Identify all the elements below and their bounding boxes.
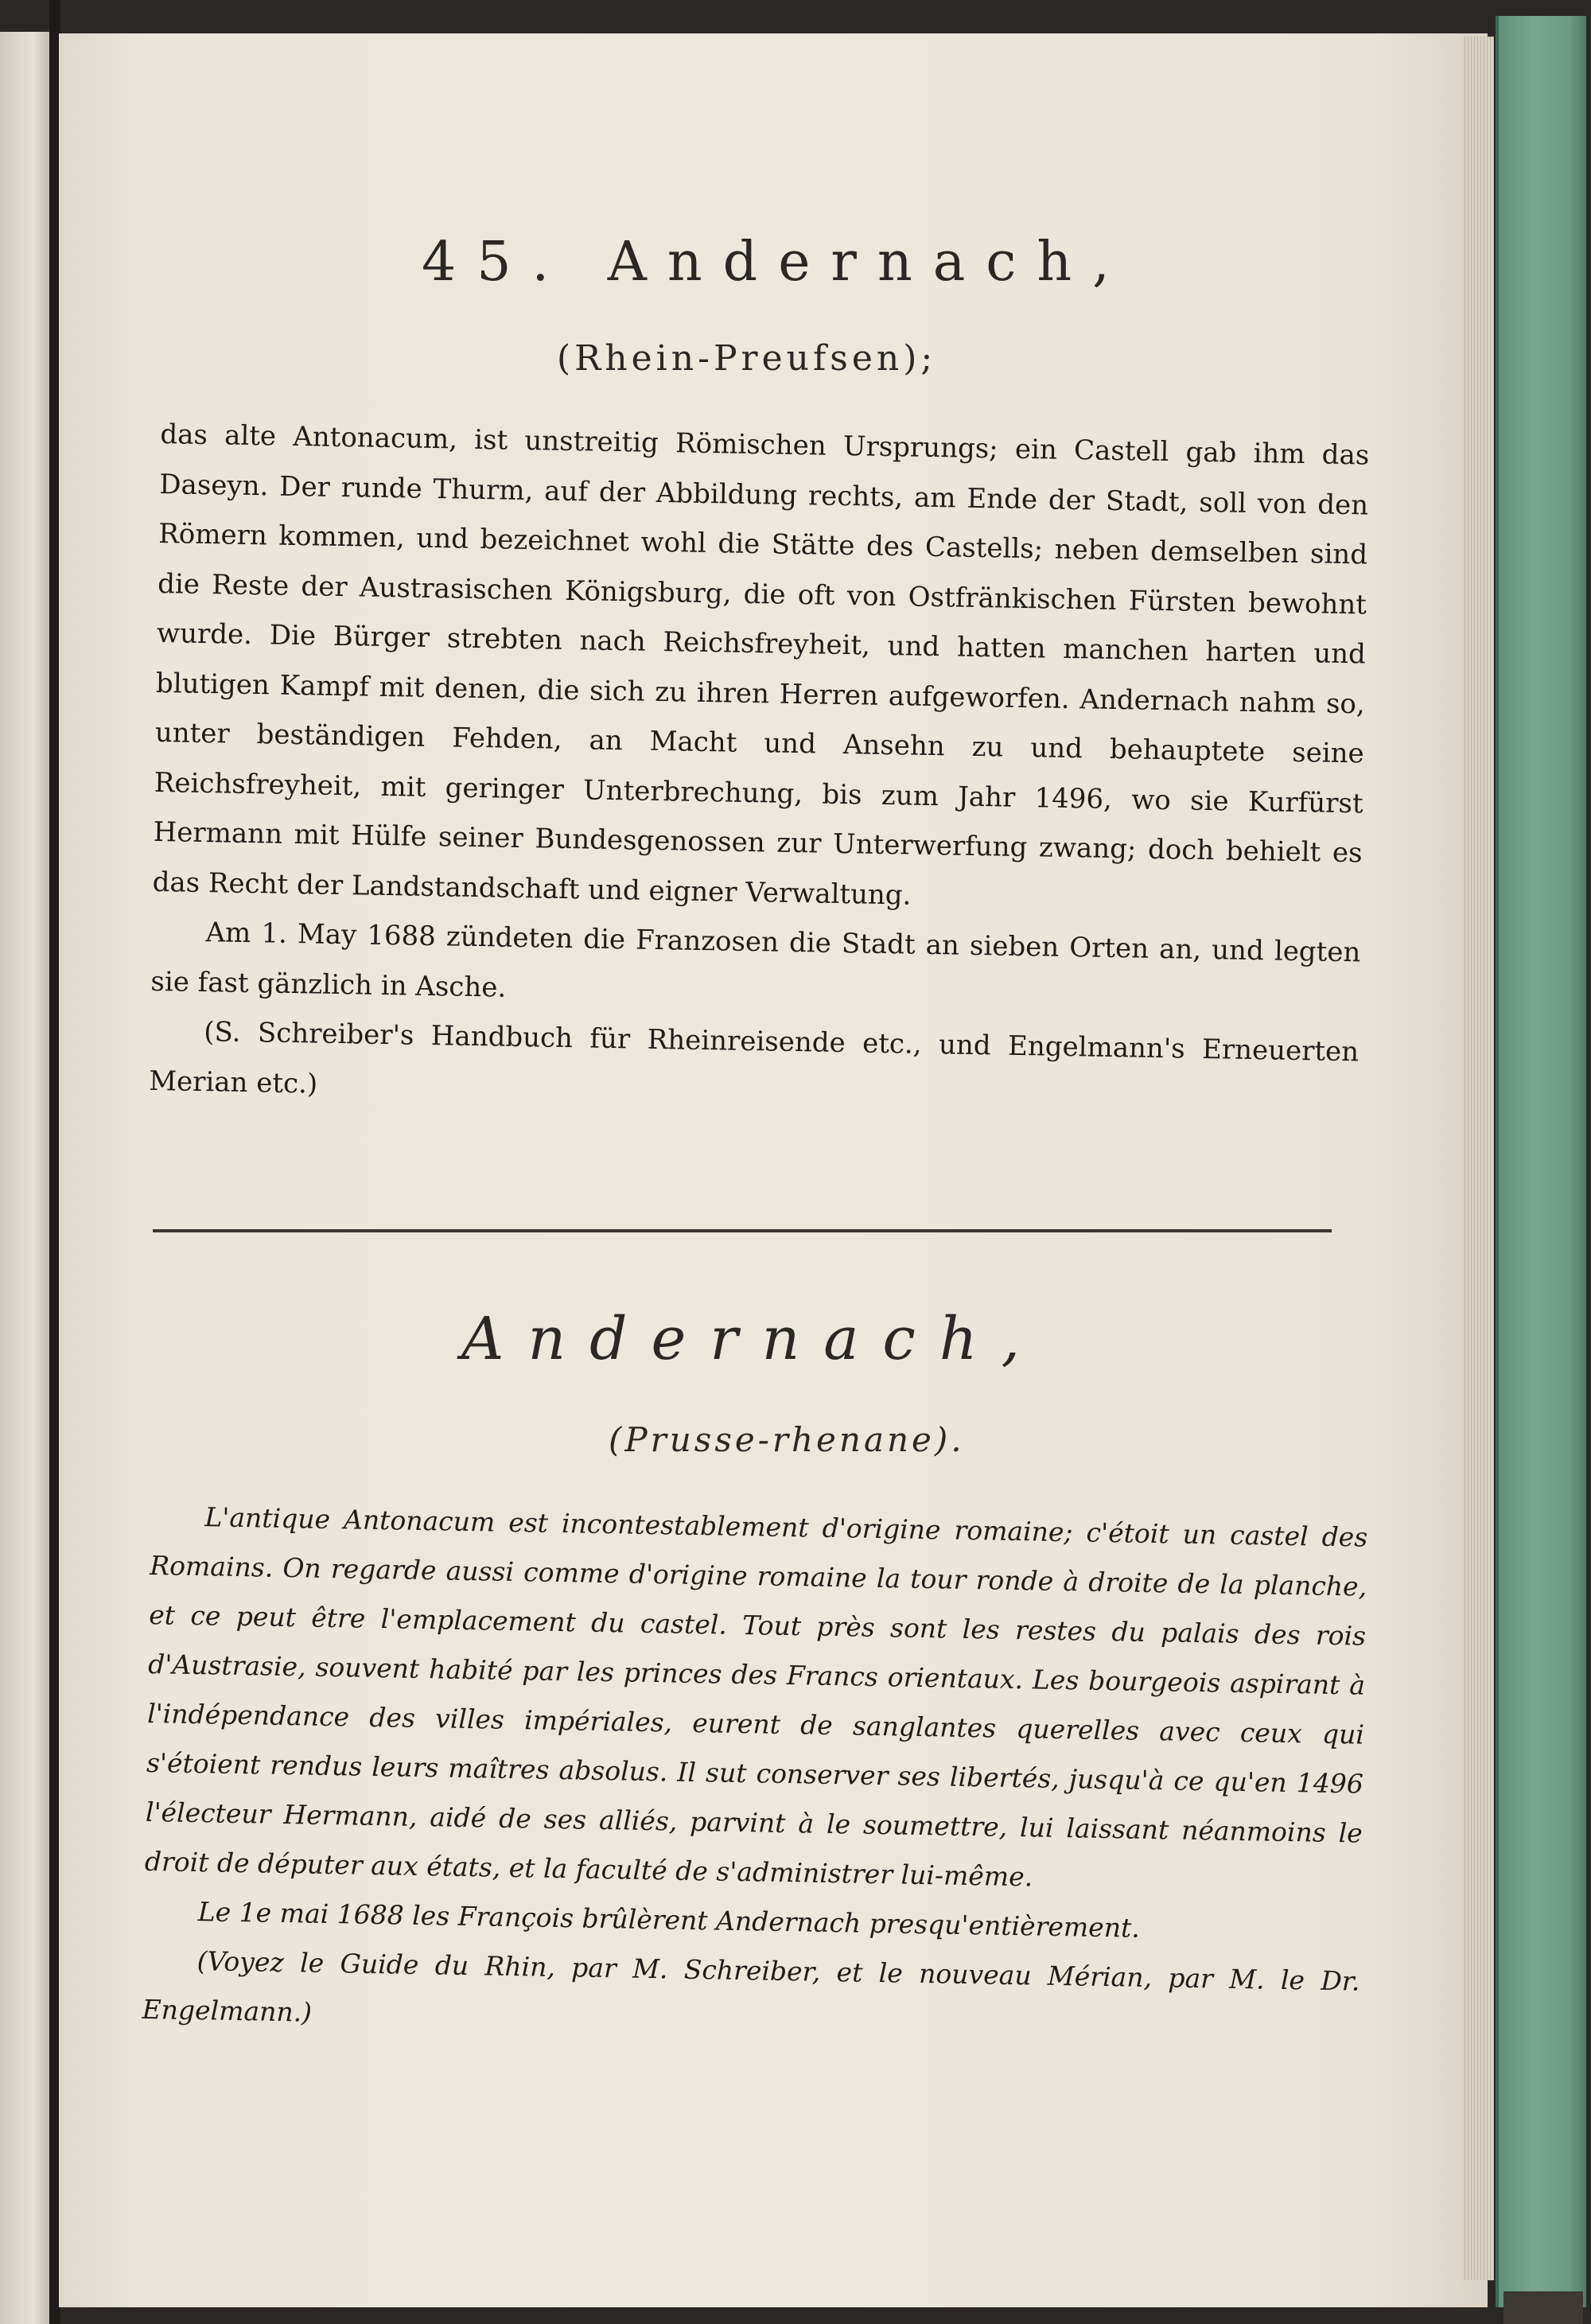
- book-cover-shadow: [1503, 2291, 1583, 2324]
- german-title: 45. Andernach,: [422, 231, 1130, 294]
- french-citation: (Voyez le Guide du Rhin, par M. Schreiber, et le nouveau Mérian, par M. le Dr. Engelmann.): [142, 1945, 1360, 2028]
- german-subtitle: (Rhein-Preufsen);: [557, 338, 937, 379]
- section-divider: [153, 1229, 1332, 1232]
- book-cover: [1496, 16, 1586, 2307]
- french-paragraph: L'antique Antonacum est incontestablement d'origine romaine; c'étoit un castel des Romains. On regarde aussi comme d'origine romaine la tour ronde à droite de la planche, et ce peut être l'emplacement du castel. Tout près sont les restes du palais des rois d'Austrasie, souvent habité par les princes des Francs orientaux. Les bourgeois aspirant à l'indépendance des villes impériales, eurent de sanglantes querelles avec ceux qui s'étoient rendus leurs maîtres absolus. Il sut conserver ses libertés, jusqu'à ce qu'en 1496 l'électeur Hermann, aidé de ses alliés, parvint à le soumettre, lui laissant néanmoins le droit de députer aux états, et la faculté de s'administrer lui-même.: [144, 1501, 1368, 1893]
- facing-page-edge: [0, 32, 54, 2324]
- german-text: [149, 410, 1370, 1127]
- french-subtitle: (Prusse-rhenane).: [609, 1420, 965, 1459]
- french-text: [142, 1492, 1368, 2056]
- french-paragraph: Le 1e mai 1688 les François brûlèrent Andernach presqu'entièrement.: [197, 1896, 1141, 1944]
- page-edges: [1462, 37, 1494, 2280]
- german-citation: (S. Schreiber's Handbuch für Rheinreisende etc., und Engelmann's Erneuerten Merian etc.): [148, 1016, 1360, 1100]
- german-paragraph: das alte Antonacum, ist unstreitig Römischen Ursprungs; ein Castell gab ihm das Daseyn. Der runde Thurm, auf der Abbildung rechts, am Ende der Stadt, soll von den Römern kommen, und bezeichnet wohl die Stätte des Castells; neben demselben sind die Reste der Austrasischen Königsburg, die oft von Ostfränkischen Fürsten bewohnt wurde. Die Bürger strebten nach Reichsfreyheit, und hatten manchen harten und blutigen Kampf mit denen, die sich zu ihren Herren aufgeworfen. Andernach nahm so, unter beständigen Fehden, an Macht und Ansehn zu und behauptete seine Reichsfreyheit, mit geringer Unterbrechung, bis zum Jahr 1496, wo sie Kurfürst Hermann mit Hülfe seiner Bundesgenossen zur Unterwerfung zwang; doch behielt es das Recht der Landstandschaft und eigner Verwaltung.: [152, 418, 1370, 912]
- german-paragraph: Am 1. May 1688 zündeten die Franzosen die Stadt an sieben Orten an, und legten sie fast gänzlich in Asche.: [150, 917, 1361, 1004]
- french-title: Andernach,: [461, 1305, 1044, 1373]
